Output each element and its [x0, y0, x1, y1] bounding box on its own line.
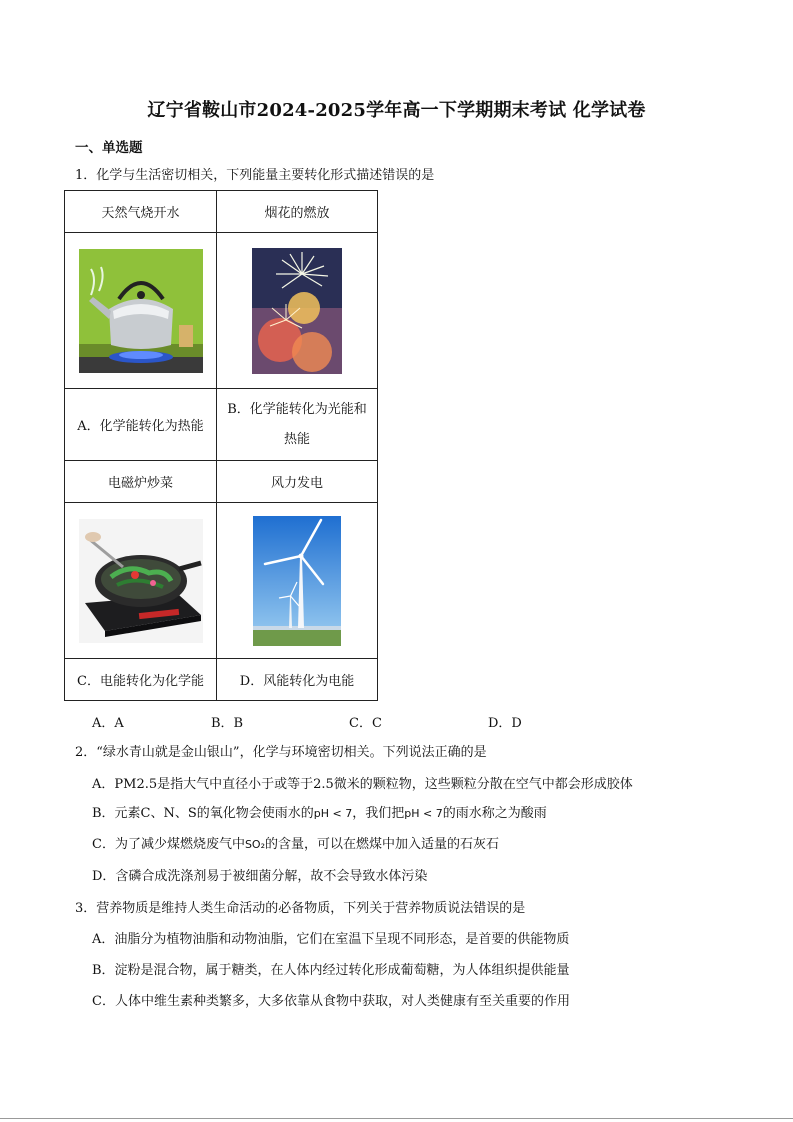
q3-option-c: C．人体中维生素种类繁多，大多依靠从食物中获取，对人类健康有至关重要的作用 — [92, 994, 570, 1009]
q2-option-c — [92, 833, 499, 852]
cell-option-d: D．风能转化为电能 — [217, 659, 378, 701]
cell-option-b-line1: B．化学能转化为光能和 — [227, 401, 367, 417]
page-title: 辽宁省鞍山市2024-2025学年高一下学期期末考试 化学试卷 — [147, 100, 646, 121]
question-2-stem: 2．“绿水青山就是金山银山”，化学与环境密切相关。下列说法正确的是 — [75, 745, 487, 760]
q2-option-c-pre: C．为了减少煤燃烧废气中 — [92, 837, 245, 852]
q2-option-d: D．含磷合成洗涤剂易于被细菌分解，故不会导致水体污染 — [92, 869, 428, 884]
cell-option-c: C．电能转化为化学能 — [65, 659, 217, 701]
q1-answer-a: A．A — [92, 716, 124, 731]
section-heading: 一、单选题 — [75, 140, 143, 156]
q2-option-b — [92, 802, 547, 821]
q3-option-a: A．油脂分为植物油脂和动物油脂，它们在室温下呈现不同形态，是首要的供能物质 — [92, 932, 570, 947]
cell-option-b-line2: 热能 — [283, 431, 310, 447]
question-1-table — [64, 190, 378, 701]
q1-answer-c: C．C — [349, 716, 382, 731]
q2-option-a: A．PM2.5是指大气中直径小于或等于2.5微米的颗粒物，这些颗粒分散在空气中都会形成胶体 — [92, 777, 633, 792]
question-1-stem: 1．化学与生活密切相关，下列能量主要转化形式描述错误的是 — [75, 168, 435, 183]
so2-formula: SO₂ — [244, 838, 266, 851]
q2-option-b-pre: B．元素C、N、S的氧化物会使雨水的 — [92, 806, 314, 821]
cell-option-b — [217, 389, 378, 461]
question-3-stem: 3．营养物质是维持人类生命活动的必备物质，下列关于营养物质说法错误的是 — [75, 901, 526, 916]
fireworks-image-cell — [217, 233, 378, 389]
ph-expression: pH < 7 — [313, 807, 353, 820]
cell-c-label: 电磁炉炒菜 — [65, 461, 217, 503]
q2-option-b-mid: ，我们把 — [352, 806, 405, 821]
kettle-on-stove-image — [79, 249, 203, 373]
kettle-image-cell — [65, 233, 217, 389]
cell-option-a: A．化学能转化为热能 — [65, 389, 217, 461]
wind-turbine-image — [253, 516, 341, 646]
induction-cooker-image — [79, 519, 203, 643]
page-bottom-rule — [0, 1118, 793, 1119]
q3-option-b: B．淀粉是混合物，属于糖类，在人体内经过转化形成葡萄糖，为人体组织提供能量 — [92, 963, 570, 978]
q1-answer-b: B．B — [211, 716, 244, 731]
q2-option-c-post: 的含量，可以在燃煤中加入适量的石灰石 — [265, 837, 500, 852]
induction-cooker-image-cell — [65, 503, 217, 659]
q2-option-b-post: 的雨水称之为酸雨 — [442, 806, 547, 821]
cell-a-label: 天然气烧开水 — [65, 191, 217, 233]
q1-answer-d: D．D — [488, 716, 522, 731]
fireworks-image — [252, 248, 342, 374]
wind-turbine-image-cell — [217, 503, 378, 659]
cell-d-label: 风力发电 — [217, 461, 378, 503]
cell-b-label: 烟花的燃放 — [217, 191, 378, 233]
ph-expression-2: pH < 7 — [404, 807, 443, 820]
